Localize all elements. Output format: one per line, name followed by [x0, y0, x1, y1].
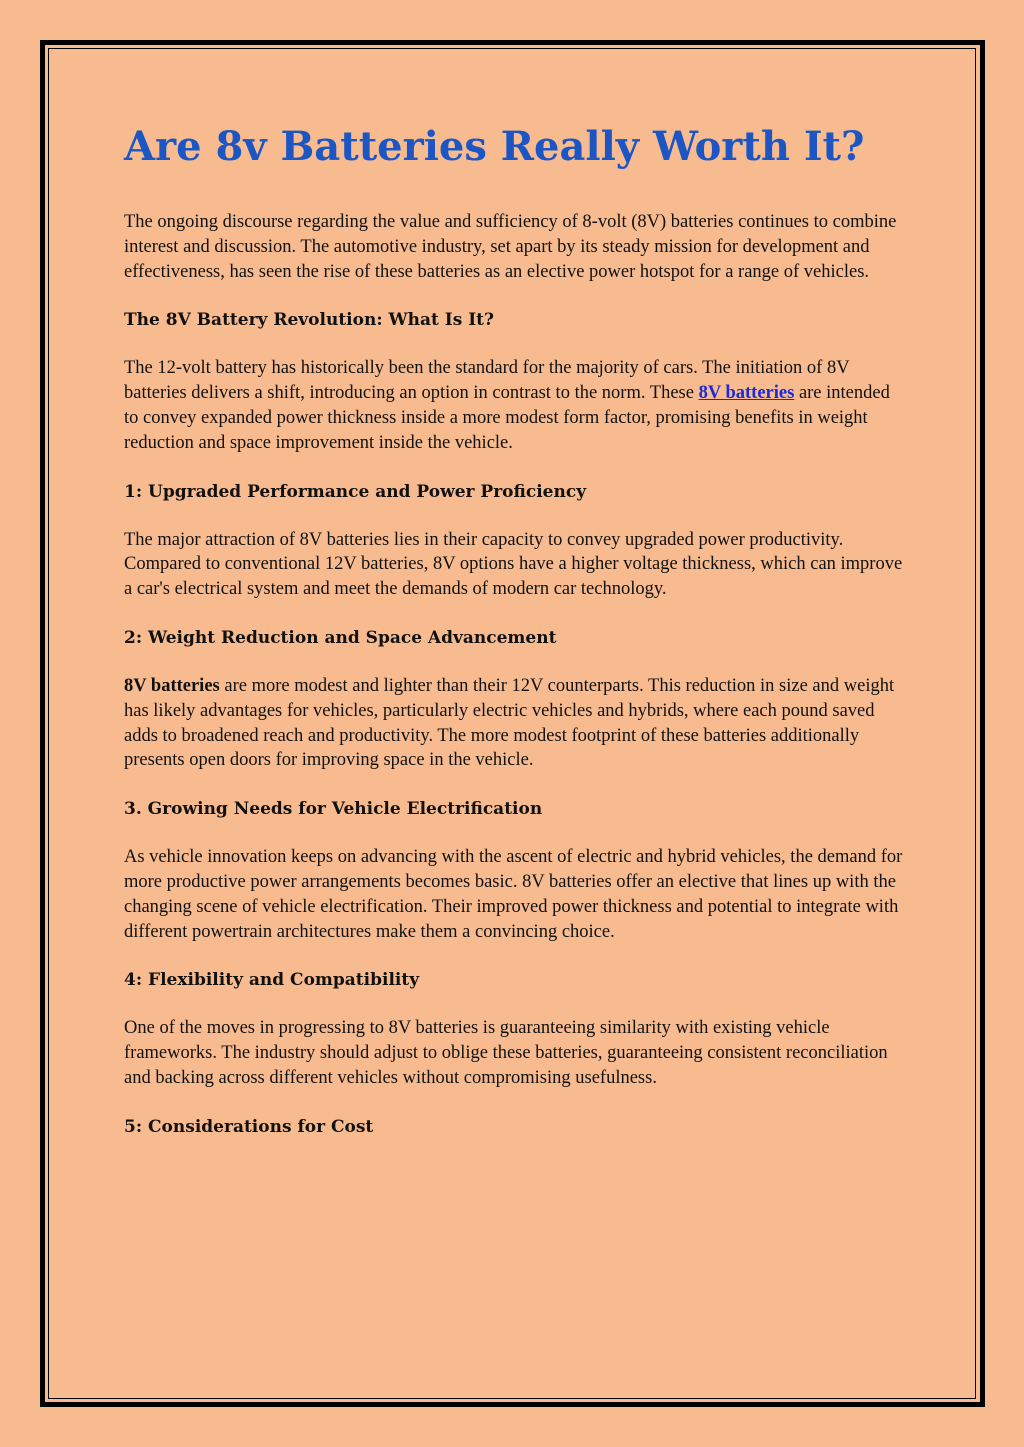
weight-text: are more modest and lighter than their 12V counterparts. This reduction in size and weight has likely advantages for vehicles, particularly electric vehicles and hybrids, where each pound saved adds to broadened reach and productivity. The more modest footprint of these batteries additionally presents open doors for improving space in the vehicle. — [124, 675, 895, 771]
compatibility-paragraph: One of the moves in progressing to 8V batteries is guaranteeing similarity with existing vehicle frameworks. The industry should adjust to oblige these batteries, guaranteeing consistent reconciliation and backing across different vehicles without compromising usefulness. — [124, 1018, 888, 1088]
section-heading-cost: 5: Considerations for Cost — [124, 1116, 374, 1137]
revolution-text-start: The 12-volt battery has historically been the standard for the majority of cars. The initiation of 8V batteries delivers a shift, introducing an option in contrast to the norm. These — [124, 358, 850, 404]
8v-batteries-link[interactable]: 8V batteries — [698, 383, 795, 404]
article — [124, 118, 904, 1139]
weight-paragraph — [124, 674, 904, 773]
intro-paragraph: The ongoing discourse regarding the value and sufficiency of 8-volt (8V) batteries continues to combine interest and discussion. The automotive industry, set apart by its steady mission for development and effectiveness, has seen the rise of these batteries as an elective power hotspot for a range of vehicles. — [124, 212, 897, 282]
page-title: Are 8v Batteries Really Worth It? — [124, 123, 865, 170]
section-heading-revolution: The 8V Battery Revolution: What Is It? — [124, 310, 494, 331]
section-heading-compatibility: 4: Flexibility and Compatibility — [124, 970, 420, 991]
section-heading-weight: 2: Weight Reduction and Space Advancement — [124, 627, 557, 648]
performance-paragraph: The major attraction of 8V batteries lies in their capacity to convey upgraded power productivity. Compared to conventional 12V batteries, 8V options have a higher voltage thickness, which can improve a car's electrical system and meet the demands of modern car technology. — [124, 529, 903, 600]
revolution-paragraph — [124, 356, 904, 455]
section-heading-performance: 1: Upgraded Performance and Power Proficiency — [124, 481, 587, 502]
revolution-text-end: are intended to convey expanded power thickness inside a more modest form factor, promising benefits in weight reduction and space improvement inside the vehicle. — [124, 383, 890, 453]
section-heading-electrification: 3. Growing Needs for Vehicle Electrification — [124, 799, 543, 820]
electrification-paragraph: As vehicle innovation keeps on advancing with the ascent of electric and hybrid vehicles, the demand for more productive power arrangements becomes basic. 8V batteries offer an elective that lines up with the changing scene of vehicle electrification. Their improved power thickness and potential to integrate with different powertrain architectures make them a convincing choice. — [124, 847, 903, 942]
weight-bold-lead: 8V batteries — [124, 675, 220, 696]
